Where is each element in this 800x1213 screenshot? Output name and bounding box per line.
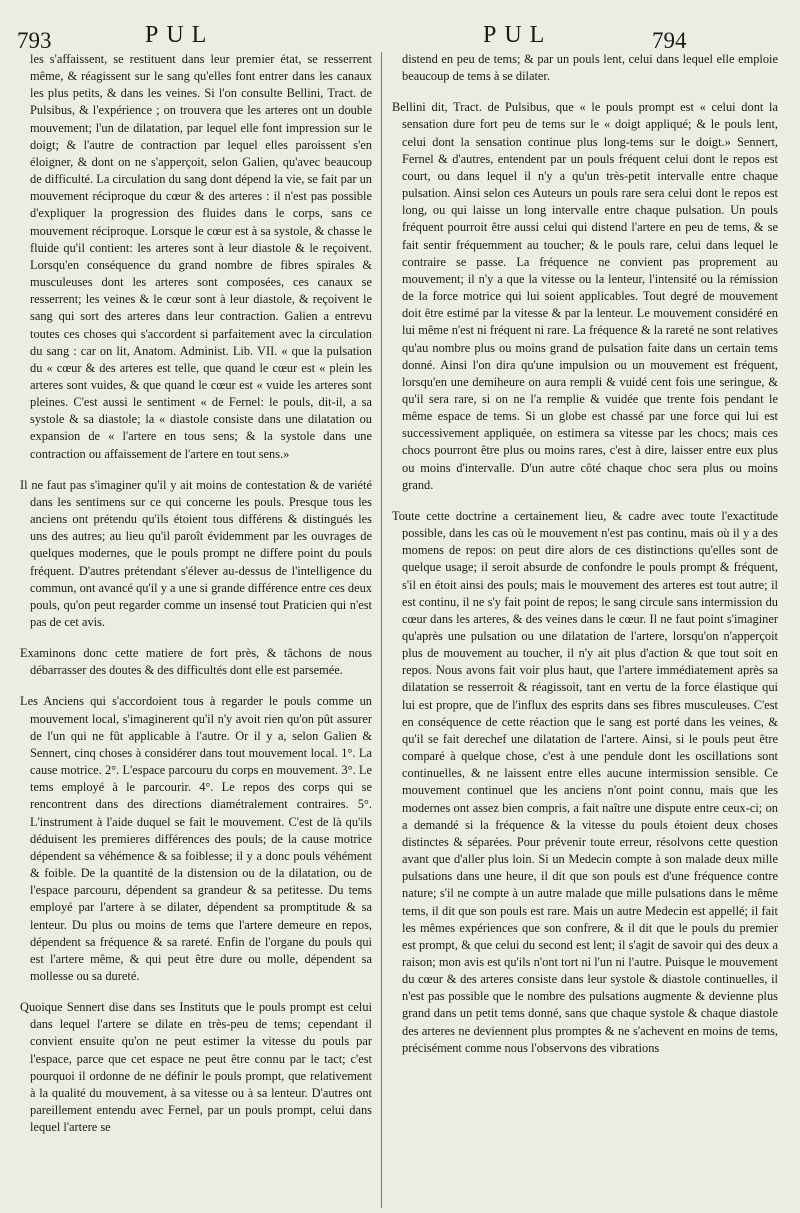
paragraph: Examinons donc cette matiere de fort près, & tâchons de nous débarrasser des doutes & des difficultés dont elle est parsemée. (20, 646, 372, 678)
paragraph: Les Anciens qui s'accordoient tous à regarder le pouls comme un mouvement local, s'imaginerent qu'il n'y avoit rien qu'on pût assurer de l'un qui ne fût applicable à l'autre. Or il y a, selon Galien & Sennert, cinq choses à considérer dans tout mouvement local. 1°. La cause motrice. 2°. L'espace parcouru du corps en mouvement. 3°. Le tems employé à le parcourir. 4°. Le repos des corps qui se rencontrent dans des directions diamétralement contraires. 5°. L'instrument à l'aide duquel se fait le mouvement. C'est de là qu'ils déduisent les premieres différences des pouls; de la cause motrice dépendent sa véhémence & sa foiblesse; il y a donc pouls véhément & foible. De la quantité de la distension ou de la dilatation, ou de l'espace parcouru, dépendent sa grandeur & sa petitesse. Du tems employé par l'artere à se dilater, dépendent sa promptitude & sa lenteur. Du plus ou moins de tems que l'artere demeure en repos, dépendent sa fréquence & sa rareté. Enfin de l'organe du pouls qui est l'artere même, & qui peut être dure ou molle, dépendent sa mollesse ou sa dureté. (20, 694, 372, 983)
page-number-right: 794 (652, 28, 687, 53)
paragraph: Quoique Sennert dise dans ses Instituts que le pouls prompt est celui dans lequel l'artere se dilate en très-peu de tems; cependant il convient ensuite qu'on ne peut estimer la vitesse du pouls par l'espace, parce que cet espace ne peut être connu par le tact; c'est pourquoi il ordonne de ne définir le pouls prompt, que relativement à la qualité du mouvement, à sa vitesse ou à sa lenteur. D'autres ont pareillement entendu avec Fernel, par un pouls prompt, celui dans lequel l'artere se (20, 1000, 372, 1135)
running-head-right: PUL (483, 22, 553, 48)
paragraph: Il ne faut pas s'imaginer qu'il y ait moins de contestation & de variété dans les sentimens sur ce qui concerne les pouls. Presque tous les anciens ont prétendu qu'ils étoient tous différens & distingués les uns des autres; au lieu qu'il paroît évidemment par les ouvrages de quelques modernes, que le pouls prompt ne differe point du pouls fréquent. D'autres prétendant s'élever au-dessus de l'intelligence du commun, ont avancé qu'il y a une si grande différence entre ces deux pouls, qu'on peut regarder comme un insensé tout Praticien qui n'est pas de cet avis. (20, 477, 372, 629)
paragraph: distend en peu de tems; & par un pouls lent, celui dans lequel elle emploie beaucoup de tems à se dilater. (402, 52, 778, 84)
running-head-left: PUL (145, 22, 215, 48)
paragraph: Toute cette doctrine a certainement lieu, & cadre avec toute l'exactitude possible, dans les cas où le mouvement n'est pas continu, mais où il y a des momens de repos: on peut dire alors de ces distinctions qu'elles sont de quelque usage; il seroit absurde de confondre le pouls prompt & fréquent, s'il en étoit ainsi des pouls; mais le mouvement des arteres est tout autre; il est continu, il ne s'y fait point de repos; le sang circule sans intermission du cœur dans les arteres, & des veines dans le cœur. Il ne faut point s'imaginer qu'après une pulsation ou une dilatation de l'artere, lorsqu'on n'apperçoit plus de mouvement au toucher, il n'y ait plus d'action & que tout soit en repos. Nous avons fait voir plus haut, que l'artere immédiatement après sa dilatation se resserroit & réagissoit, tant en vertu de la force élastique qui lui est propre, que de l'influx des esprits dans ses fibres musculeuses. C'est en conséquence de cette réaction que le sang est porté dans les veines, & qu'il se fait derechef une dilatation de l'artere. Ainsi, si le pouls peut être comparé à quelque chose, c'est à une pendule dont les oscillations sont continuelles, & ne laissent entre elles aucune intermission sensible. Ce mouvement continuel que les anciens n'ont point connu, mais que les modernes ont assez bien compris, a fait naître une dispute entre ceux-ci; on a demandé si la fréquence & la vitesse du pouls étoient deux choses distinctes & séparées. Pour prévenir toute erreur, résolvons cette question avant que d'aller plus loin. Si un Medecin compte à son malade deux mille pulsations dans une heure, il dit que son pouls est d'une fréquence contre nature; s'il ne compte à un autre malade que mille pulsations dans le même tems, il dit que son pouls est rare. Mais un autre Medecin est appellé; il fait les mêmes expériences que son confrere, & il dit que le pouls du premier est prompt, & que celui du second est lent; il s'agit de savoir qui des deux a raison; mon avis est qu'ils n'ont tort ni l'un ni l'autre. Puisque le mouvement du cœur & des arteres consiste dans leur systole & diastole continuelles, il n'est pas possible que le nombre des pulsations augmente & devienne plus grand dans un petit tems donné, sans que chaque systole & chaque diastole des arteres ne deviennent plus promptes & ne s'achevent en moins de tems, précisément comme nous l'observons des vibrations (392, 508, 778, 1055)
column-divider (381, 52, 382, 1208)
paragraph: les s'affaissent, se restituent dans leur premier état, se resserrent même, & réagissent sur le sang qu'elles font entrer dans les canaux les plus petits, & dans les veines. Si l'on consulte Bellini, Tract. de Pulsibus, & l'expérience ; on trouvera que les arteres ont un double mouvement; l'un de dilatation, par lequel elle font impression sur le doigt; & l'autre de contraction par lequel elles paroissent s'en éloigner, & dont on ne s'apperçoit, selon Galien, qu'avec beaucoup de difficulté. La circulation du sang dont dépend la vie, se fait par un mouvement réciproque du cœur & des arteres : il n'est pas possible d'expliquer la progression des fluides dans le corps, sans ce mouvement réciproque. Lorsque le cœur est à sa systole, & chasse le fluide qu'il contient: les arteres sont à leur diastole & le reçoivent. Lorsqu'en conséquence du grand nombre de fibres spirales & musculeuses dont les arteres sont composées, ces canaux se resserrent; les veines & le cœur sont à leur diastole, & reçoivent le sang qui sort des arteres dans leur contraction. Galien a entrevu toutes ces choses qui s'accordent si parfaitement avec la circulation du sang : car on lit, Anatom. Administ. Lib. VII. « que la pulsation du « cœur & des arteres est telle, que quand le cœur est « plein les arteres sont vuides, & que quand le cœur est « vuide les arteres sont pleines. C'est aussi le sentiment « de Fernel: le pouls, dit-il, a sa systole & sa diastole; la « diastole consiste dans une dilatation ou expansion de « l'artere en tous sens; & la systole dans une contraction ou affaissement de l'artere en tout sens.» (30, 52, 372, 461)
page-number-left: 793 (17, 28, 52, 53)
left-column (20, 51, 372, 1136)
right-column (392, 51, 778, 1057)
paragraph: Bellini dit, Tract. de Pulsibus, que « le pouls prompt est « celui dont la sensation dure fort peu de tems sur le « doigt appliqué; & le pouls lent, celui dont la sensation continue plus long-tems sur le doigt.» Sennert, Fernel & d'autres, entendent par un pouls fréquent celui dont le repos est court, ou dans lequel il n'y a qu'un très-petit intervalle entre chaque pulsation. Ainsi selon ces Auteurs un pouls rare sera celui dont le repos est long, ou qui laisse un long intervalle entre chaque pulsation. Un pouls fréquent pourroit être aussi celui qui distend l'artere en peu de tems, & se fait sentir fréquemment au toucher; & le pouls rare, celui dans lequel le contraire se passe. La fréquence ne convient pas proprement au mouvement; il n'y a que la vitesse ou la lenteur, l'intensité ou la rémission de la force motrice qui lui soient applicables. Tout degré de mouvement doit être estimé par la vitesse & par la lenteur. Le mouvement considéré en lui même n'est ni fréquent ni rare. La fréquence & la rareté ne sont relatives qu'au nombre plus ou moins grand de pulsation faite dans un certain tems donné. Ainsi l'on dira qu'une impulsion ou un mouvement est fréquent, lorsqu'en une demiheure on aura rempli & vuidé cent fois une seringue, & qu'il sera rare, si on ne l'a remplie & vuidée que trente fois pendant le même espace de tems. Si un globe est chassé par une force qui lui est successivement appliquée, on estimera sa vitesse par les chocs; mais ces chocs pourront être plus ou moins rares, c'est à dire, laisser entre eux plus ou moins d'intervalle. D'un autre côté chaque choc sera plus ou moins grand. (392, 100, 778, 492)
